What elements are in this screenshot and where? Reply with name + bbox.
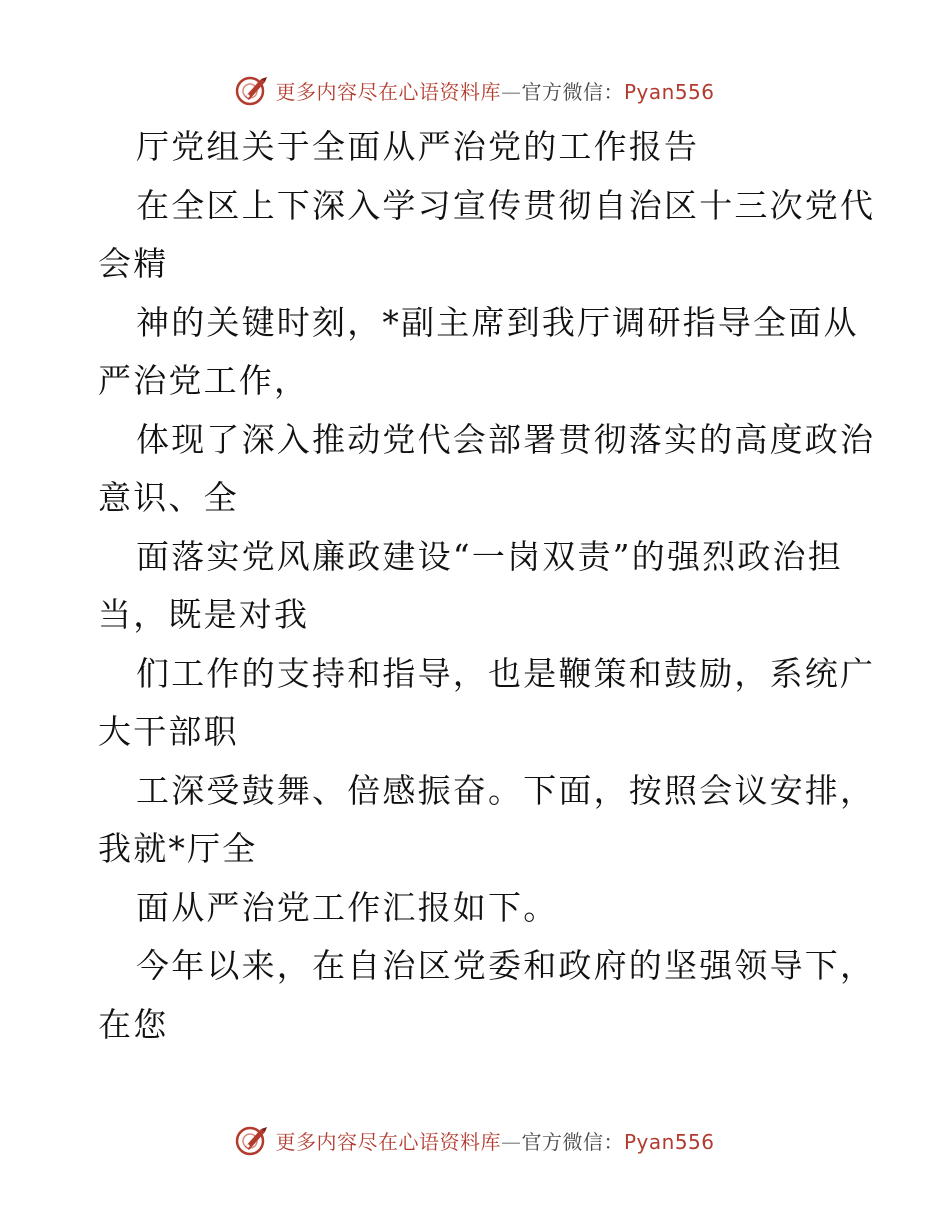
document-line: 意识、全 [98,478,239,517]
document-line: 工深受鼓舞、倍感振奋。下面，按照会议安排， [136,770,876,810]
document-line: 今年以来，在自治区党委和政府的坚强领导下， [136,946,876,985]
document-line: 在您 [98,1004,169,1044]
header-banner [0,70,950,110]
document-line: 我就*厅全 [98,829,258,868]
footer-banner-wechat-id: Pyan556 [623,1129,715,1154]
header-banner-content [235,73,714,107]
footer-banner-dash: — [500,1129,522,1154]
document-line: 体现了深入推动党代会部署贯彻落实的高度政治 [136,419,876,459]
header-banner-text [275,76,714,105]
footer-banner-content [235,1123,714,1157]
document-line: 当，既是对我 [98,595,310,634]
document-line: 严治党工作， [98,361,310,400]
footer-banner [0,1120,950,1160]
document-line: 面从严治党工作汇报如下。 [136,887,559,927]
pen-nib-circle-logo-icon [235,1123,269,1157]
document-line: 厅党组关于全面从严治党的工作报告 [136,127,700,166]
header-banner-official-label: 官方微信： [521,79,624,104]
document-body [98,118,876,1054]
footer-banner-main-text: 更多内容尽在心语资料库 [275,1129,501,1154]
header-banner-main-text: 更多内容尽在心语资料库 [275,79,501,104]
document-line: 神的关键时刻，*副主席到我厅调研指导全面从 [136,302,859,342]
header-banner-dash: — [500,79,522,104]
footer-banner-text [275,1126,714,1155]
pen-nib-circle-logo-icon [235,73,269,107]
header-banner-wechat-id: Pyan556 [623,79,715,104]
document-line: 大干部职 [98,712,239,751]
footer-banner-official-label: 官方微信： [521,1129,624,1154]
document-line: 在全区上下深入学习宣传贯彻自治区十三次党代 [136,185,876,225]
document-line: 会精 [98,244,169,283]
document-line: 们工作的支持和指导，也是鞭策和鼓励，系统广 [136,653,876,693]
document-line: 面落实党风廉政建设“一岗双责”的强烈政治担 [136,536,843,576]
